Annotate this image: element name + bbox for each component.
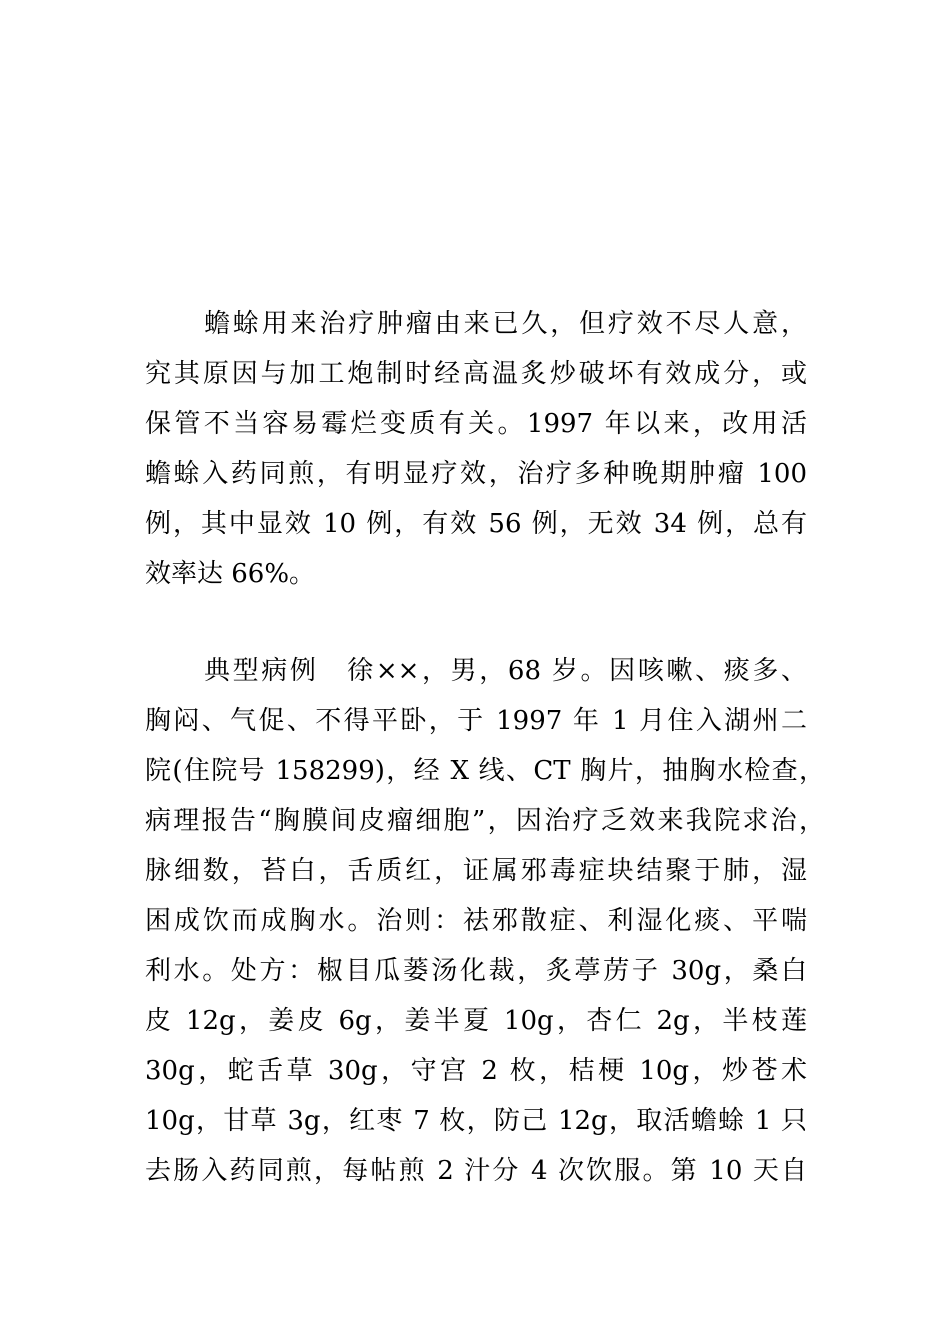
paragraph-2-line-3: 院(住院号 158299)，经 X 线、CT 胸片，抽胸水检查， [145,756,825,786]
paragraph-1-line-2: 究其原因与加工炮制时经高温炙炒破坏有效成分，或 [145,359,807,389]
paragraph-1-line-3: 保管不当容易霉烂变质有关。1997 年以来，改用活 [145,409,807,439]
paragraph-1-line-5: 例，其中显效 10 例，有效 56 例，无效 34 例，总有 [145,509,807,539]
paragraph-2-line-9: 30g，蛇舌草 30g，守宫 2 枚，桔梗 10g，炒苍术 [145,1056,807,1086]
paragraph-2-line-11: 去肠入药同煎，每帖煎 2 汁分 4 次饮服。第 10 天自 [145,1156,807,1186]
paragraph-1-line-1: 蟾蜍用来治疗肿瘤由来已久，但疗效不尽人意， [204,309,807,339]
paragraph-1-line-4: 蟾蜍入药同煎，有明显疗效，治疗多种晚期肿瘤 100 [145,459,807,489]
paragraph-2-line-2: 胸闷、气促、不得平卧，于 1997 年 1 月住入湖州二 [145,706,807,736]
paragraph-2-line-6: 困成饮而成胸水。治则：祛邪散症、利湿化痰、平喘 [145,906,807,936]
paragraph-2-line-5: 脉细数，苔白，舌质红，证属邪毒症块结聚于肺，湿 [145,856,807,886]
paragraph-1-line-6: 效率达 66%。 [145,559,316,589]
paragraph-2-line-8: 皮 12g，姜皮 6g，姜半夏 10g，杏仁 2g，半枝莲 [145,1006,807,1036]
paragraph-2-line-1: 典型病例 徐××，男，68 岁。因咳嗽、痰多、 [204,656,807,686]
paragraph-2-line-7: 利水。处方：椒目瓜蒌汤化裁，炙葶苈子 30g，桑白 [145,956,807,986]
paragraph-2-line-4: 病理报告“胸膜间皮瘤细胞”，因治疗乏效来我院求治， [145,806,825,836]
paragraph-2-line-10: 10g，甘草 3g，红枣 7 枚，防己 12g，取活蟾蜍 1 只 [145,1106,807,1136]
